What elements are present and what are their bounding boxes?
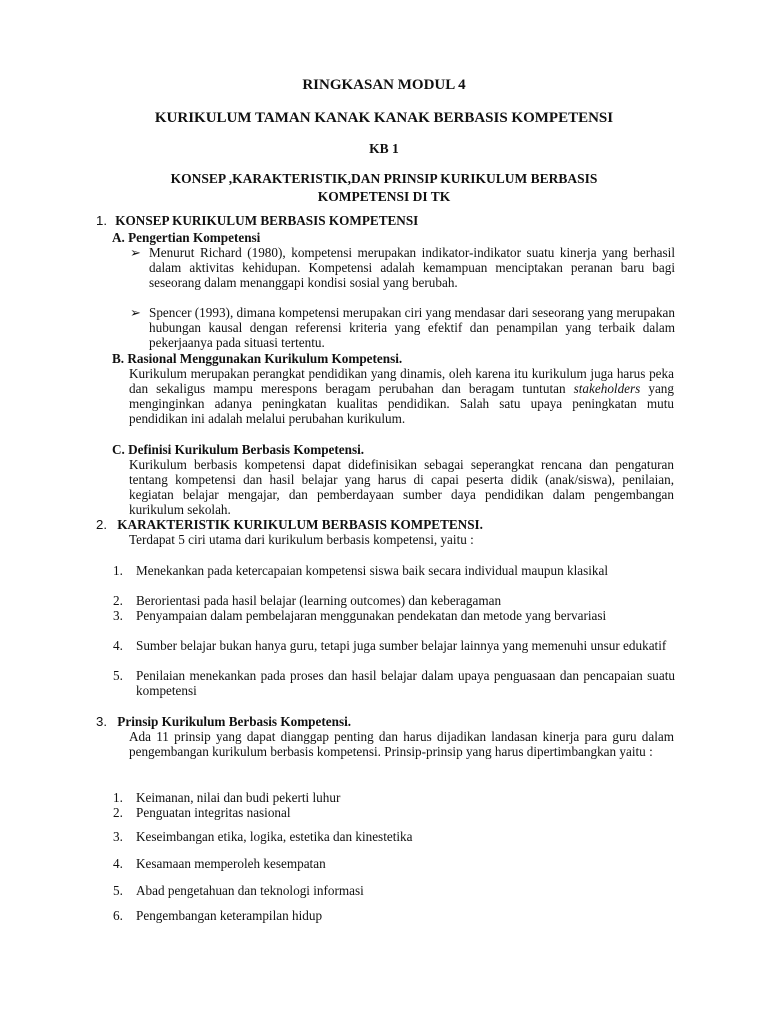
list-item xyxy=(130,245,675,305)
list-item xyxy=(113,638,675,668)
list-number: 1. xyxy=(113,790,123,805)
list-number: 5. xyxy=(113,883,123,898)
module-title: KURIKULUM TAMAN KANAK KANAK BERBASIS KOMPETENSI xyxy=(154,110,614,126)
bullet-text: Menurut Richard (1980), kompetensi merupakan indikator-indikator suatu kinerja yang berhasil dalam aktivitas kehidupan. Kompetensi adalah kemampuan menciptakan peranan baru bagi seseorang dalam menanggapi kondisi sosial yang berubah. xyxy=(149,245,675,290)
list-text: Penguatan integritas nasional xyxy=(136,805,291,820)
list-number: 1. xyxy=(113,563,123,578)
paragraph-text: Kurikulum merupakan perangkat pendidikan yang dinamis, oleh karena itu kurikulum juga harus peka dan sekaligus mampu merespons beragam perubahan dan beragam tuntutan xyxy=(129,366,674,396)
section-1c-heading: C. Definisi Kurikulum Berbasis Kompetensi. xyxy=(112,442,365,457)
italic-term: stakeholders xyxy=(573,381,641,396)
list-number: 2. xyxy=(113,805,123,820)
list-text: Berorientasi pada hasil belajar (learning outcomes) dan keberagaman xyxy=(136,593,502,608)
list-text: Abad pengetahuan dan teknologi informasi xyxy=(136,883,364,898)
list-number: 3. xyxy=(113,608,123,623)
list-text: Keimanan, nilai dan budi pekerti luhur xyxy=(136,790,341,805)
paragraph-text: yang menginginkan adanya peningkatan kualitas pendidikan. Salah satu upaya peningkatan mutu pendidikan ini adalah melalui perubahan kurikulum. xyxy=(129,381,674,426)
list-number: 4. xyxy=(113,638,123,653)
list-text: Sumber belajar bukan hanya guru, tetapi juga sumber belajar lainnya yang memenuhi unsur edukatif xyxy=(136,638,667,653)
kb-title: KB 1 xyxy=(369,141,399,156)
section-1b-heading: B. Rasional Menggunakan Kurikulum Kompetensi. xyxy=(112,351,403,366)
list-number: 4. xyxy=(113,856,123,871)
section-2-number: 2. xyxy=(96,517,107,532)
section-3-intro: Ada 11 prinsip yang dapat dianggap penting dan harus dijadikan landasan kinerja para guru dalam pengembangan kurikulum berbasis kompetensi. Prinsip-prinsip yang harus dipertimbangkan yaitu : xyxy=(129,729,674,759)
section-1-title: KONSEP KURIKULUM BERBASIS KOMPETENSI xyxy=(115,213,419,228)
arrow-bullet-icon: ➢ xyxy=(130,245,142,260)
document-title: RINGKASAN MODUL 4 xyxy=(302,77,466,93)
list-text: Penilaian menekankan pada proses dan hasil belajar dalam upaya penguasaan dan pencapaian suatu kompetensi xyxy=(136,668,675,698)
list-number: 5. xyxy=(113,668,123,683)
section-2-title: KARAKTERISTIK KURIKULUM BERBASIS KOMPETENSI. xyxy=(117,517,483,532)
list-number: 3. xyxy=(113,829,123,844)
list-item xyxy=(113,668,675,698)
kb-subtitle: KONSEP ,KARAKTERISTIK,DAN PRINSIP KURIKULUM BERBASIS KOMPETENSI DI TK xyxy=(170,171,598,204)
list-text: Kesamaan memperoleh kesempatan xyxy=(136,856,326,871)
section-1-number: 1. xyxy=(96,213,107,228)
section-1b-paragraph xyxy=(129,366,674,426)
section-1-heading xyxy=(96,213,696,228)
section-3-title: Prinsip Kurikulum Berbasis Kompetensi. xyxy=(117,714,352,729)
list-text: Menekankan pada ketercapaian kompetensi siswa baik secara individual maupun klasikal xyxy=(136,563,609,578)
list-item xyxy=(113,608,675,638)
section-3-number: 3. xyxy=(96,714,107,729)
arrow-bullet-icon: ➢ xyxy=(130,305,142,320)
section-1a-heading: A. Pengertian Kompetensi xyxy=(112,230,261,245)
section-3-heading xyxy=(96,714,696,729)
list-number: 2. xyxy=(113,593,123,608)
section-2-intro: Terdapat 5 ciri utama dari kurikulum berbasis kompetensi, yaitu : xyxy=(129,532,474,547)
list-text: Penyampaian dalam pembelajaran menggunakan pendekatan dan metode yang bervariasi xyxy=(136,608,607,623)
list-item xyxy=(113,563,675,593)
list-text: Pengembangan keterampilan hidup xyxy=(136,908,323,923)
list-text: Keseimbangan etika, logika, estetika dan kinestetika xyxy=(136,829,413,844)
list-number: 6. xyxy=(113,908,123,923)
bullet-text: Spencer (1993), dimana kompetensi merupakan ciri yang mendasar dari seseorang yang merupakan hubungan kausal dengan referensi kriteria yang efektif dan penampilan yang terbaik dalam pekerjaanya pada situasi tertentu. xyxy=(149,305,675,350)
list-item xyxy=(130,305,675,350)
section-1c-paragraph: Kurikulum berbasis kompetensi dapat didefinisikan sebagai seperangkat rencana dan pengaturan tentang kompetensi dan hasil belajar yang harus di capai peserta didik (anak/siswa), penilaian, kegiatan belajar mengajar, dan pemberdayaan sumber daya pendidikan dalam pengembangan kurikulum sekolah. xyxy=(129,457,674,517)
section-2-heading xyxy=(96,517,696,532)
list-item xyxy=(113,593,675,608)
